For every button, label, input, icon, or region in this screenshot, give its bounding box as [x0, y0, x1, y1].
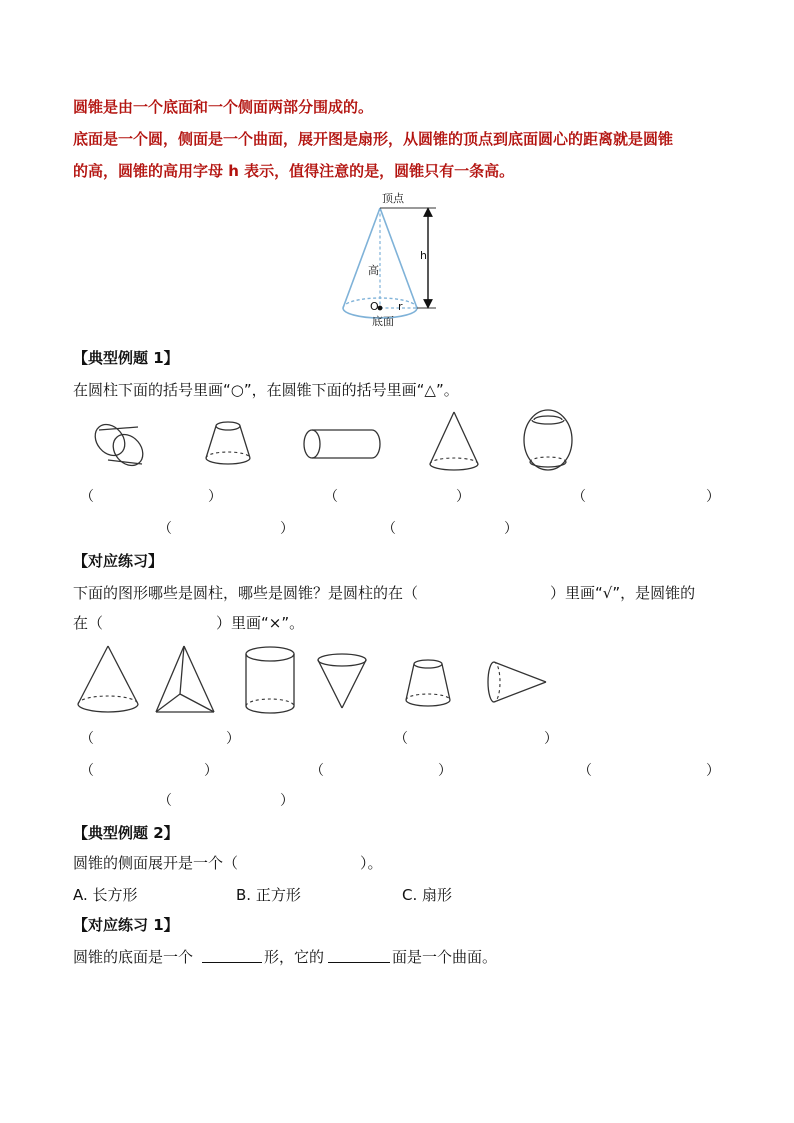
horizontal-cylinder-figure	[300, 422, 390, 472]
practice2-text-a: 圆锥的底面是一个	[73, 948, 194, 966]
practice2-text-b: 形，它的	[264, 948, 325, 966]
base-label: 底面	[372, 315, 394, 328]
answer-paren-open: （	[324, 489, 338, 505]
answer-paren-open: （	[158, 521, 172, 537]
practice1-title: 【对应练习】	[73, 552, 164, 570]
intro-line-1: 圆锥是由一个底面和一个侧面两部分围成的。	[73, 98, 374, 116]
practice2-title: 【对应练习 1】	[73, 916, 179, 934]
answer-paren-open: （	[394, 731, 408, 747]
answer-paren-close: ）	[706, 489, 720, 505]
center-label: O	[370, 300, 379, 313]
answer-paren-open: （	[572, 489, 586, 505]
radius-label: r	[398, 300, 403, 313]
answer-paren-close: ）	[226, 731, 240, 747]
apex-label: 顶点	[382, 192, 404, 205]
answer-paren-open: （	[80, 489, 94, 505]
example2-question-b: ）。	[360, 854, 383, 872]
intro-line-2: 底面是一个圆，侧面是一个曲面，展开图是扇形，从圆锥的顶点到底面圆心的距离就是圆锥	[73, 130, 674, 148]
practice1-line2-a: 在（	[73, 614, 104, 632]
barrel-figure	[518, 408, 588, 488]
practice1-line2-b: ）里画“×”。	[216, 614, 305, 632]
cone-diagram-figure	[330, 190, 450, 330]
answer-paren-open: （	[382, 521, 396, 537]
cone-figure	[420, 404, 490, 484]
practice2-text-c: 面是一个曲面。	[392, 948, 498, 966]
intro-line-3: 的高，圆锥的高用字母 h 表示，值得注意的是，圆锥只有一条高。	[73, 162, 515, 180]
option-a: A. 长方形	[73, 886, 138, 904]
frustum-figure	[402, 654, 472, 724]
answer-paren-close: ）	[204, 763, 218, 779]
example2-title: 【典型例题 2】	[73, 824, 179, 842]
answer-paren-close: ）	[438, 763, 452, 779]
answer-paren-close: ）	[208, 489, 222, 505]
blank-line	[328, 962, 390, 963]
inverted-cone-figure	[314, 648, 384, 718]
answer-paren-open: （	[80, 731, 94, 747]
h-label: h	[420, 249, 427, 262]
option-b: B. 正方形	[236, 886, 301, 904]
answer-paren-close: ）	[280, 521, 294, 537]
answer-paren-open: （	[80, 763, 94, 779]
answer-paren-close: ）	[456, 489, 470, 505]
answer-paren-open: （	[578, 763, 592, 779]
answer-paren-open: （	[310, 763, 324, 779]
answer-paren-close: ）	[706, 763, 720, 779]
height-label: 高	[368, 264, 379, 277]
answer-paren-close: ）	[504, 521, 518, 537]
practice1-line1-a: 下面的图形哪些是圆柱，哪些是圆锥？是圆柱的在（	[73, 584, 419, 602]
cone-figure	[72, 642, 152, 722]
example1-title: 【典型例题 1】	[73, 349, 179, 367]
frustum-figure	[198, 410, 268, 480]
sideways-cone-figure	[484, 656, 564, 716]
blank-line	[202, 962, 262, 963]
option-c: C. 扇形	[402, 886, 453, 904]
example2-question-a: 圆锥的侧面展开是一个（	[73, 854, 239, 872]
answer-paren-close: ）	[280, 793, 294, 809]
example1-question: 在圆柱下面的括号里画“○”，在圆锥下面的括号里画“△”。	[73, 381, 459, 399]
cylinder-figure	[242, 642, 312, 722]
tilted-cylinder-figure	[86, 412, 166, 482]
answer-paren-open: （	[158, 793, 172, 809]
answer-paren-close: ）	[544, 731, 558, 747]
practice1-line1-b: ）里画“√”，是圆锥的	[550, 584, 696, 602]
pyramid-figure	[150, 642, 230, 722]
